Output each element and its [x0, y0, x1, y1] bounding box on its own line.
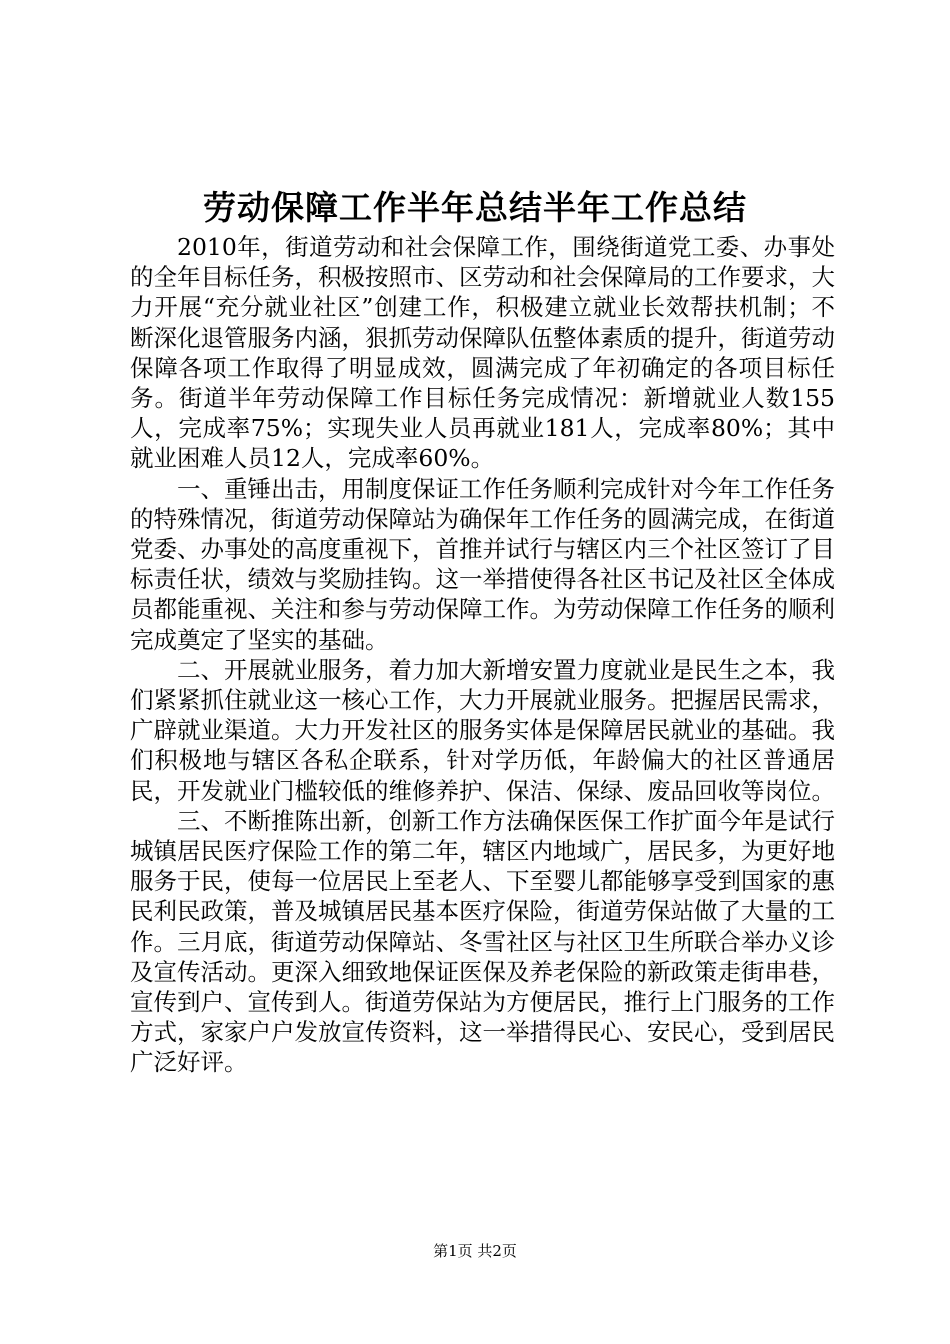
paragraph-section-3: 三、不断推陈出新，创新工作方法确保医保工作扩面今年是试行城镇居民医疗保险工作的第二年，辖区内地域广，居民多，为更好地服务于民，使每一位居民上至老人、下至婴儿都能够享受到国家的惠民利民政策，普及城镇居民基本医疗保险，街道劳保站做了大量的工作。三月底，街道劳动保障站、冬雪社区与社区卫生所联合举办义诊及宣传活动。更深入细致地保证医保及养老保险的新政策走街串巷，宣传到户、宣传到人。街道劳保站为方便居民，推行上门服务的工作方式，家家户户发放宣传资料，这一举措得民心、安民心，受到居民广泛好评。	[130, 806, 835, 1077]
paragraph-section-2: 二、开展就业服务，着力加大新增安置力度就业是民生之本，我们紧紧抓住就业这一核心工作，大力开展就业服务。把握居民需求，广辟就业渠道。大力开发社区的服务实体是保障居民就业的基础。我们积极地与辖区各私企联系，针对学历低，年龄偏大的社区普通居民，开发就业门槛较低的维修养护、保洁、保绿、废品回收等岗位。	[130, 655, 835, 805]
page-footer: 第1页 共2页	[433, 1242, 517, 1260]
document-body	[130, 232, 835, 1078]
document-title: 劳动保障工作半年总结半年工作总结	[203, 188, 747, 227]
paragraph-intro: 2010年，街道劳动和社会保障工作，围绕街道党工委、办事处的全年目标任务，积极按照市、区劳动和社会保障局的工作要求，大力开展“充分就业社区”创建工作，积极建立就业长效帮扶机制；不断深化退管服务内涵，狠抓劳动保障队伍整体素质的提升，街道劳动保障各项工作取得了明显成效，圆满完成了年初确定的各项目标任务。街道半年劳动保障工作目标任务完成情况：新增就业人数155人，完成率75%；实现失业人员再就业181人，完成率80%；其中就业困难人员12人，完成率60%。	[130, 233, 835, 473]
paragraph-section-1: 一、重锤出击，用制度保证工作任务顺利完成针对今年工作任务的特殊情况，街道劳动保障站为确保年工作任务的圆满完成，在街道党委、办事处的高度重视下，首推并试行与辖区内三个社区签订了目标责任状，绩效与奖励挂钩。这一举措使得各社区书记及社区全体成员都能重视、关注和参与劳动保障工作。为劳动保障工作任务的顺利完成奠定了坚实的基础。	[130, 474, 835, 654]
